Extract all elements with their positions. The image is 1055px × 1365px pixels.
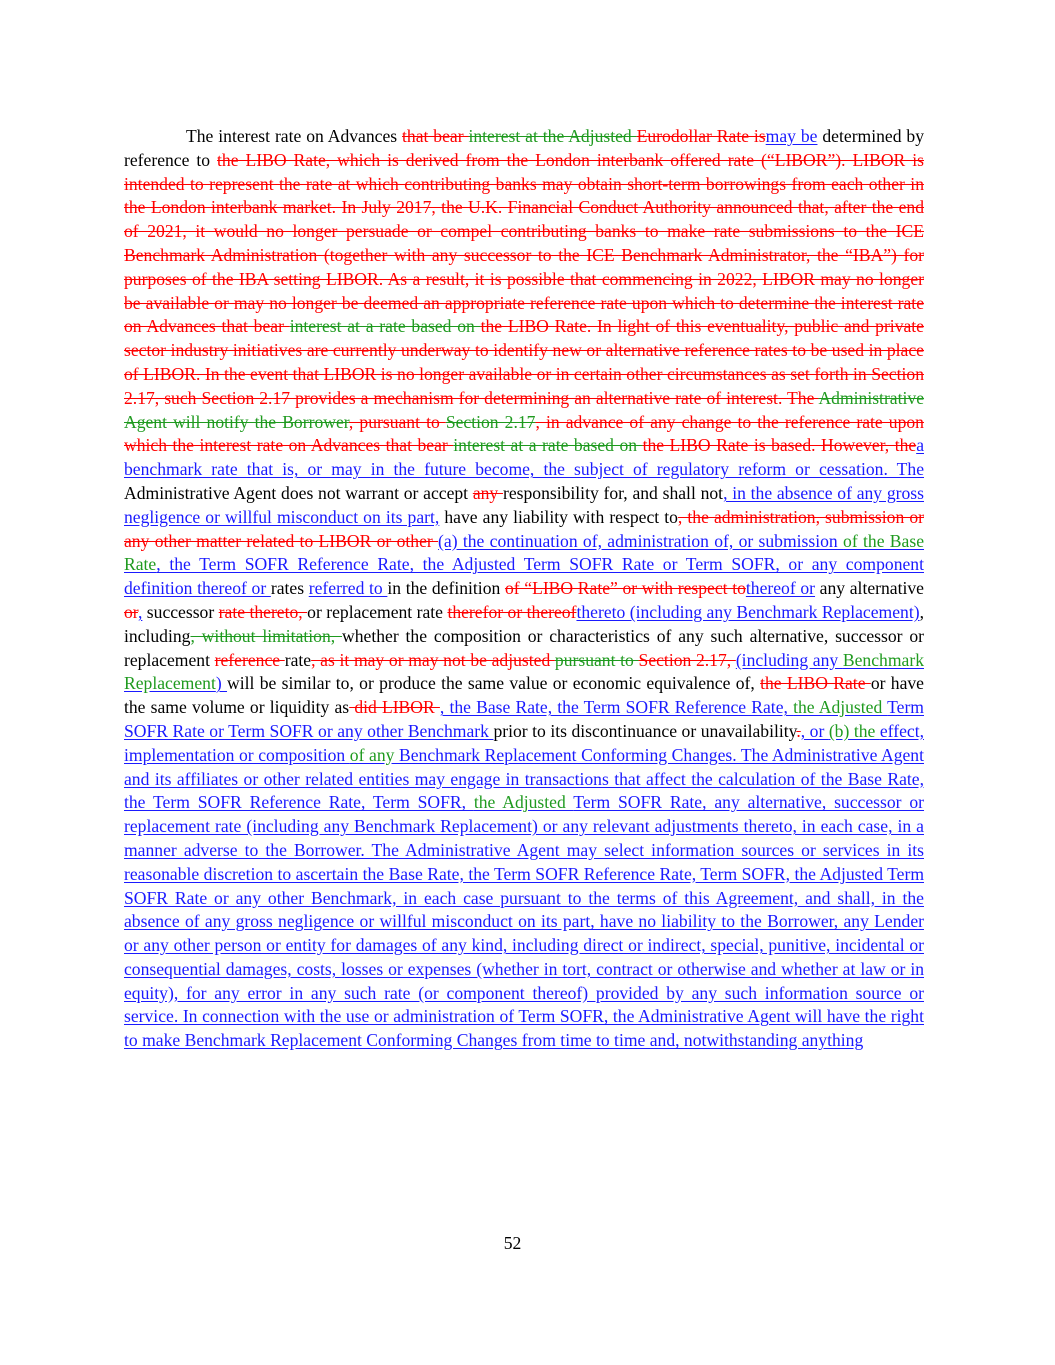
deleted-text: any bbox=[472, 482, 503, 503]
inserted-text: referred to bbox=[308, 578, 388, 599]
moved-text: Administrative Agent will notify the Borrower bbox=[124, 387, 924, 432]
text-segment: Administrative Agent does not warrant or accept bbox=[124, 482, 473, 503]
text-segment: The interest rate on Advances bbox=[186, 126, 403, 146]
body-paragraph bbox=[124, 125, 924, 1053]
deleted-text: Eurodollar Rate is bbox=[636, 126, 766, 146]
inserted-text: , in the absence of any gross negligence or willful misconduct on its part, bbox=[124, 482, 924, 527]
deleted-text: the LIBO Rate. In light of this eventuality, public and private sector industry initiatives are currently underway to identify new or alternative reference rates to be used in place of LIBOR. In the event that LIBOR is no longer available or in certain other circumstances as set forth in Section 2.17, such Section 2.17 provides a mechanism for determining an alternative rate of interest. The bbox=[124, 316, 924, 408]
moved-text: pursuant to bbox=[554, 649, 639, 670]
deleted-text: Section 2.17, bbox=[638, 649, 736, 670]
deleted-text: , in advance of any change to the reference rate upon which the interest rate on Advances that bear bbox=[124, 411, 924, 456]
inserted-text: effect, implementation or composition bbox=[124, 720, 924, 765]
inserted-text: (a) the continuation of, administration of, or submission bbox=[438, 530, 844, 551]
text-segment: successor bbox=[142, 601, 219, 622]
deleted-text: therefor or thereof bbox=[447, 601, 577, 622]
deleted-text: reference bbox=[214, 649, 285, 670]
deleted-text: did LIBOR bbox=[349, 697, 440, 718]
inserted-text: Term SOFR Rate, any alternative, successor or replacement rate (including any Benchmark Replacement) or any relevant adjustments thereto, in each case, in a manner adverse to the Borrower. The Administrative Agent may select information sources or services in its reasonable discretion to ascertain the Base Rate, the Term SOFR Reference Rate, Term SOFR, the Adjusted Term SOFR Rate or any other Benchmark, in each case pursuant to the terms of this Agreement, and shall, in the absence of any gross negligence or willful misconduct on its part, have no liability to the Borrower, any Lender or any other person or entity for damages of any kind, including direct or indirect, special, punitive, incidental or consequential damages, costs, losses or expenses (whether in tort, contract or otherwise and whether at law or in equity), for any error in any such rate (or component thereof) provided by any such information source or service. In connection with the use or administration of Term SOFR, the Administrative Agent will have the right to make Benchmark Replacement Conforming Changes from time to time and, notwithstanding anything bbox=[124, 792, 925, 1051]
text-segment: rates bbox=[270, 578, 309, 599]
inserted-text: a benchmark rate that is, or may in the future become, the subject of regulatory reform or cessation. The bbox=[124, 435, 924, 480]
inserted-text: Benchmark Replacement Conforming Changes. The Administrative Agent and its affiliates or other related entities may engage in transactions that affect the calculation of the Base Rate, the Term SOFR Reference Rate, Term SOFR, bbox=[124, 744, 924, 813]
text-segment: have any liability with respect to bbox=[439, 506, 678, 527]
text-segment: will be similar to, or produce the same value or economic equivalence of, bbox=[227, 673, 761, 694]
inserted-text: may be bbox=[765, 126, 818, 146]
inserted-moved-text: of any bbox=[349, 744, 399, 765]
moved-text: interest at a rate based on bbox=[453, 435, 643, 456]
deleted-text: , the administration, submission or any other matter related to LIBOR or other bbox=[124, 506, 924, 551]
page-number: 52 bbox=[503, 1233, 522, 1253]
inserted-text: ) bbox=[215, 673, 228, 694]
deleted-text: rate thereto, bbox=[218, 601, 308, 622]
inserted-text: , bbox=[137, 601, 143, 622]
deleted-text: . bbox=[796, 720, 801, 741]
inserted-text: (including any bbox=[735, 649, 843, 670]
inserted-moved-text: (b) the bbox=[828, 720, 880, 741]
deleted-text: or bbox=[124, 601, 138, 622]
moved-text: Section 2.17 bbox=[445, 411, 536, 432]
inserted-moved-text: the Adjusted bbox=[793, 697, 888, 718]
text-segment: or have the same volume or liquidity as bbox=[124, 673, 924, 718]
deleted-text: the LIBO Rate, which is derived from the London interbank offered rate (“LIBOR”). LIBOR is intended to represent the rate at which contributing banks may obtain short-term borrowings from each other in the London interbank market. In July 2017, the U.K. Financial Conduct Authority announced that, after the end of 2021, it would no longer persuade or compel contributing banks to make rate submissions to the ICE Benchmark Administration (together with any successor to the ICE Benchmark Administrator, the “IBA”) for purposes of the IBA setting LIBOR. As a result, it is possible that commencing in 2022, LIBOR may no longer be available or may no longer be deemed an appropriate reference rate upon which to determine the interest rate on Advances that bear bbox=[124, 149, 924, 337]
text-segment: responsibility for, and shall not bbox=[502, 482, 724, 503]
moved-text: interest at a rate based on bbox=[289, 316, 481, 337]
inserted-moved-text: of the Base Rate bbox=[124, 530, 925, 575]
inserted-text: , the Term SOFR Reference Rate, the Adjusted Term SOFR Rate or Term SOFR, or any component definition thereof or bbox=[124, 554, 924, 599]
text-segment: rate bbox=[284, 649, 312, 670]
moved-text: , without limitation, bbox=[190, 625, 343, 646]
deleted-text: , as it may or may not be adjusted bbox=[311, 649, 555, 670]
text-segment: determined by reference to bbox=[124, 126, 925, 170]
text-segment: or replacement rate bbox=[307, 601, 448, 622]
inserted-text: thereto (including any Benchmark Replacement) bbox=[576, 601, 920, 622]
text-segment: whether the composition or characteristics of any such alternative, successor or replacement bbox=[124, 625, 924, 670]
inserted-moved-text: the Adjusted bbox=[473, 792, 574, 813]
text-segment: any alternative bbox=[815, 578, 924, 599]
inserted-moved-text: Benchmark Replacement bbox=[124, 649, 924, 694]
inserted-text: thereof or bbox=[745, 578, 816, 599]
inserted-text: , the Base Rate, the Term SOFR Reference Rate, bbox=[439, 697, 794, 718]
text-segment: prior to its discontinuance or unavailability bbox=[493, 720, 797, 741]
inserted-text: , or bbox=[800, 720, 829, 741]
inserted-text: Term SOFR Rate or Term SOFR or any other Benchmark bbox=[124, 697, 924, 741]
deleted-text: of “LIBO Rate” or with respect to bbox=[504, 578, 746, 599]
text-segment: in the definition bbox=[387, 578, 505, 599]
deleted-text: that bear bbox=[402, 126, 469, 146]
text-segment: , including bbox=[124, 601, 924, 646]
deleted-text: the LIBO Rate bbox=[760, 673, 871, 694]
moved-text: interest at the Adjusted bbox=[468, 126, 637, 146]
deleted-text: , pursuant to bbox=[348, 411, 446, 432]
deleted-text: the LIBO Rate is based. However, the bbox=[642, 435, 917, 456]
document-page bbox=[124, 125, 924, 1053]
